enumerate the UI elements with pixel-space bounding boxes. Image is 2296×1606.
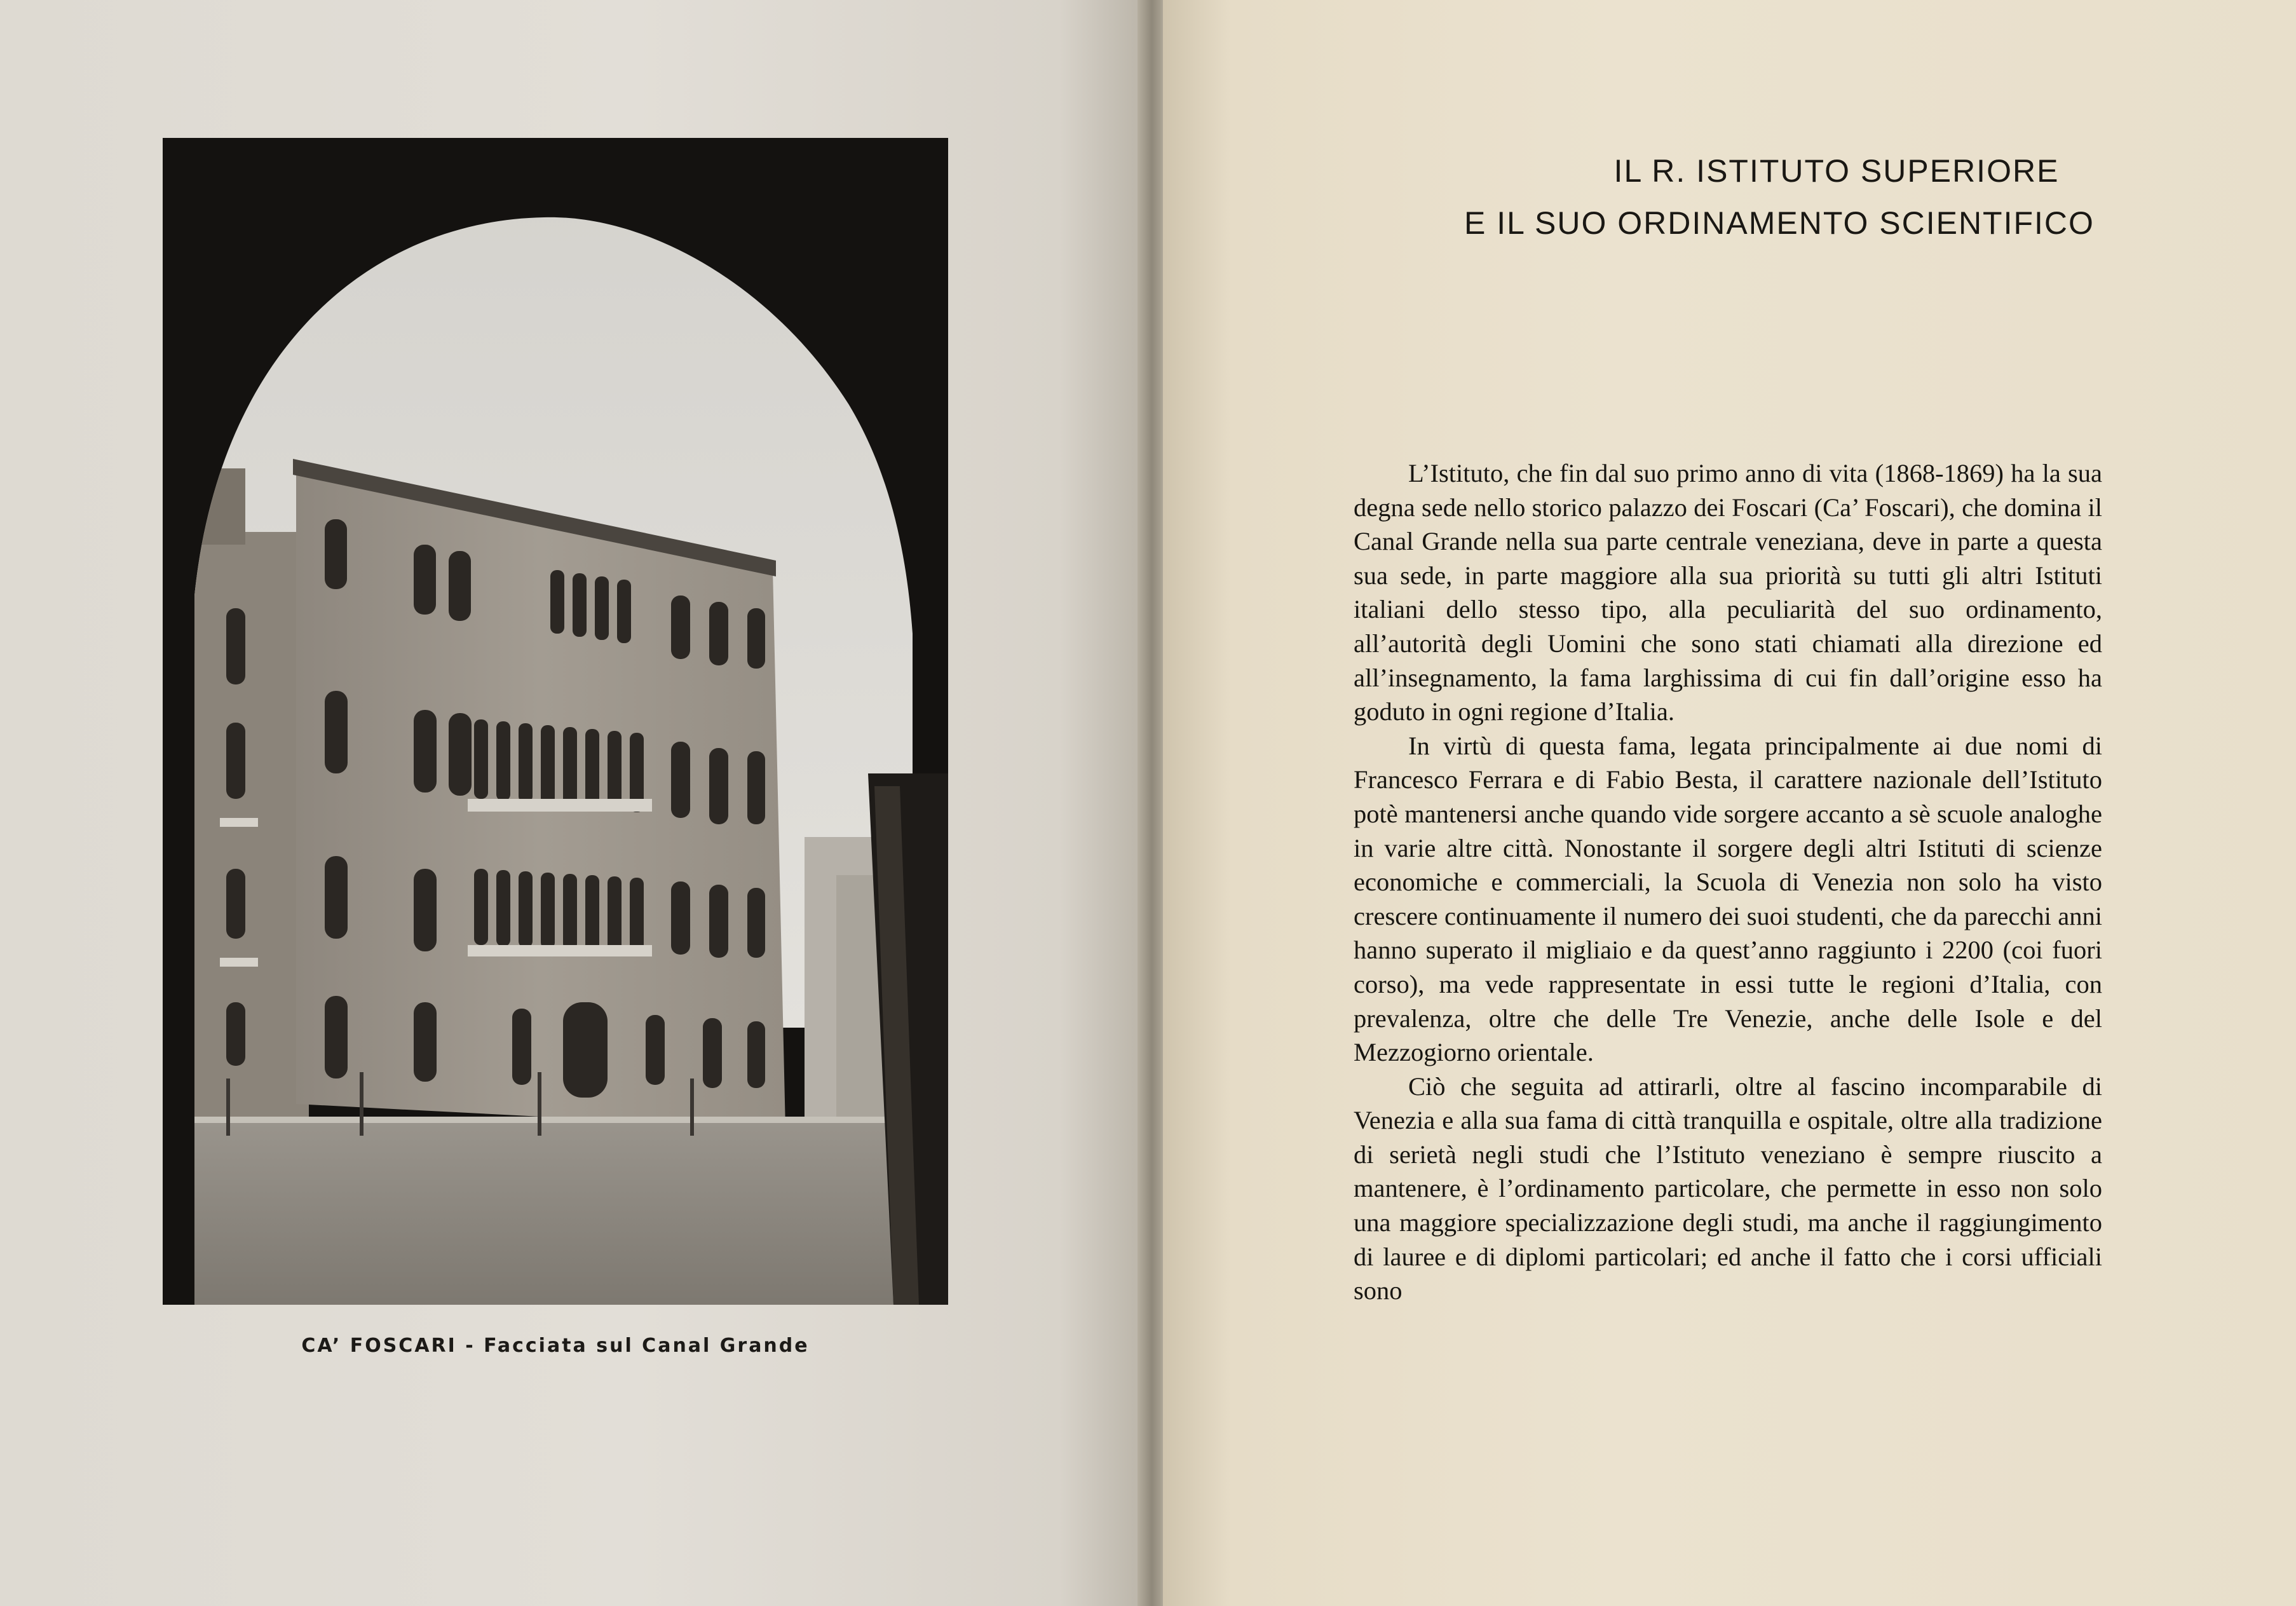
- paragraph-3: Ciò che seguita ad attirarli, oltre al fascino incomparabile di Venezia e alla sua fama di città tranquilla e ospitale, oltre alla tradizione di serietà negli studi che l’Istituto veneziano è sempre riuscito a mantenere, è l’ordinamento particolare, che permette in esso non solo una maggiore specializzazione degli studi, ma anche il raggiungimento di lauree e di diplomi particolari; ed anche il fatto che i corsi ufficiali sono: [1354, 1072, 2102, 1305]
- paragraph-2: In virtù di questa fama, legata principalmente ai due nomi di Francesco Ferrara e di Fabio Besta, il carattere nazionale dell’Istituto potè mantenersi anche quando vide sorgere accanto a sè scuole analoghe in varie altre città. Nonostante il sorgere degli altri Istituti di scienze economiche e commerciali, la Scuola di Venezia non solo ha visto crescere continuamente il numero dei suoi studenti, che da parecchi anni hanno superato il migliaio e da quest’anno raggiunto i 2200 (coi fuori corso), ma vede rappresentate in essi tutte le regioni d’Italia, con prevalenza, oltre che delle Tre Venezie, anche delle Isole e del Mezzogiorno orientale.: [1354, 731, 2102, 1067]
- ca-foscari-photo: [163, 138, 948, 1305]
- photo-caption: CA’ FOSCARI - Facciata sul Canal Grande: [301, 1335, 810, 1357]
- chapter-heading-line1: IL R. ISTITUTO SUPERIORE: [1613, 153, 2060, 189]
- chapter-heading-line2: E IL SUO ORDINAMENTO SCIENTIFICO: [1464, 205, 2095, 241]
- body-text: [1354, 456, 2102, 1308]
- paragraph-1: L’Istituto, che fin dal suo primo anno di vita (1868-1869) ha la sua degna sede nello storico palazzo dei Foscari (Ca’ Foscari), che domina il Canal Grande nella sua parte centrale veneziana, deve in parte a questa sua sede, in parte maggiore alla sua priorità su tutti gli altri Istituti italiani dello stesso tipo, alla peculiarità del suo ordinamento, all’autorità degli Uomini che sono stati chiamati alla direzione ed all’insegnamento, la fama larghissima di cui fin dall’origine esso ha goduto in ogni regione d’Italia.: [1354, 459, 2102, 726]
